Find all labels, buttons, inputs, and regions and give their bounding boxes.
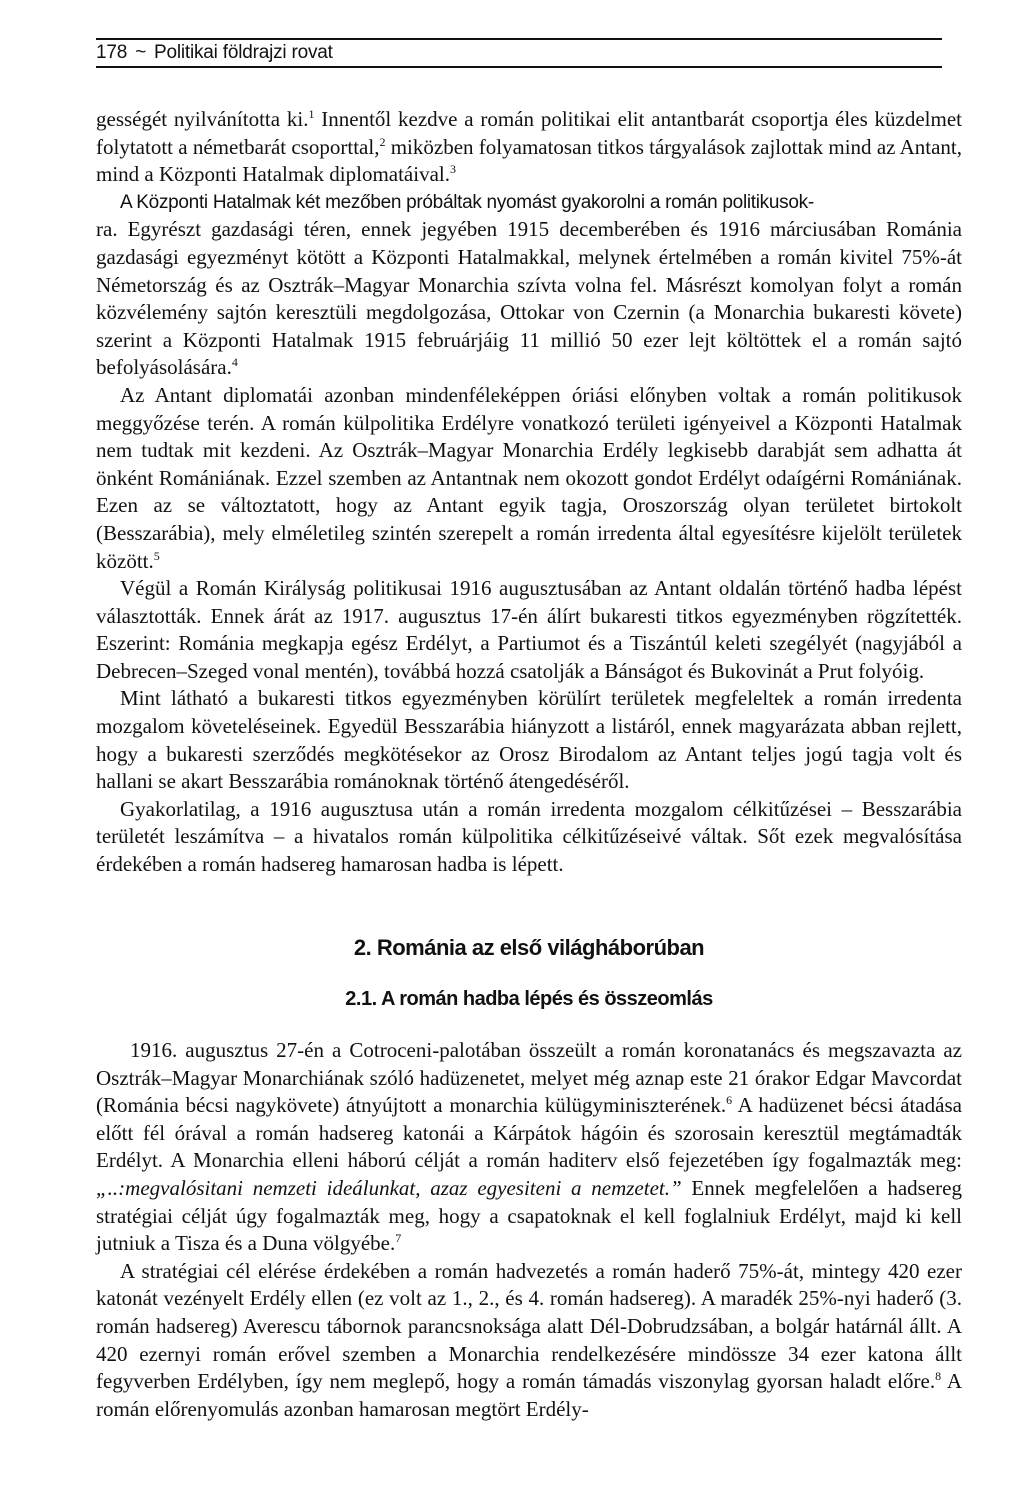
text-run: A stratégiai cél elérése érdekében a román hadvezetés a román haderő 75%-át, mintegy 420 ezer katonát vezényelt Erdély ellen (ez volt az 1., 2., és 4. román hadsereg). A maradék 25%-nyi haderő (3. román hadsereg) Averescu tábornok parancsnoksága alatt Dél-Dobrudzsában, a bolgár határnál állt. A 420 ezernyi román erővel szemben a Monarchia rendelkezésére mindössze 34 ezer katona állt fegyverben Erdélyben, így nem meglepő, hogy a román támadás viszonylag gyorsan haladt előre. bbox=[96, 1258, 962, 1394]
quotation: „..:megvalósitani nemzeti ideálunkat, azaz egyesiteni a nemzetet.” bbox=[96, 1175, 682, 1200]
text-run: Innentől kezdve a román politikai elit antantbarát csoportja éles küzdelmet folytatott a németbarát csoporttal, bbox=[96, 107, 963, 159]
footnote-ref: 7 bbox=[395, 1231, 402, 1246]
body-text-section-1 bbox=[96, 106, 962, 879]
section-heading: 2. Románia az első világháborúban bbox=[353, 935, 705, 960]
paragraph: Gyakorlatilag, a 1916 augusztusa után a román irredenta mozgalom célkitűzései – Besszarábia területét leszámítva – a hivatalos román külpolitika célkitűzéseivé váltak. Sőt ezek megvalósítása érdekében a román hadsereg hamarosan hadba is lépett. bbox=[96, 796, 962, 877]
footnote-ref: 2 bbox=[379, 134, 386, 149]
paragraph-continued bbox=[96, 216, 962, 382]
paragraph bbox=[96, 189, 962, 217]
text-run: Ennek megfelelően a hadsereg stratégiai célját úgy fogalmazták meg, hogy a csapatoknak el kell foglalniuk Erdélyt, majd ki kell jutniuk a Tisza és a Duna völgyébe. bbox=[96, 1175, 962, 1256]
text-run: A Központi Hatalmak két mezőben próbáltak nyomást gyakorolni a román politikusok- bbox=[120, 191, 814, 213]
paragraph bbox=[96, 1037, 962, 1258]
text-run: gességét nyilvánította ki. bbox=[96, 107, 309, 131]
running-header bbox=[96, 38, 942, 68]
running-title: Politikai földrajzi rovat bbox=[154, 42, 333, 63]
text-run: A hadüzenet bécsi átadása előtt fél órával a román hadsereg katonái a Kárpátok hágóin és szorosain keresztül megtámadták Erdélyt. A Monarchia elleni háború célját a román haditerv első fejezetében így fogalmazták meg: bbox=[96, 1093, 962, 1173]
text-run: A román előrenyomulás azonban hamarosan megtört Erdély- bbox=[96, 1369, 962, 1421]
paragraph bbox=[96, 106, 962, 189]
footnote-ref: 5 bbox=[153, 548, 160, 563]
footnote-ref: 8 bbox=[935, 1369, 942, 1384]
subsection-heading: 2.1. A román hadba lépés és összeomlás bbox=[345, 988, 713, 1010]
footnote-ref: 4 bbox=[231, 355, 238, 370]
text-run: ra. Egyrészt gazdasági téren, ennek jegyében 1915 decemberében és 1916 márciusában Románia gazdasági egyezményt kötött a Központi Hatalmakkal, melynek értelmében a román kivitel 75%-át Németország és az Osztrák–Magyar Monarchia szívta volna fel. Másrészt komolyan folyt a román közvélemény sajtón keresztüli megdolgozása, Ottokar von Czernin (a Monarchia bukaresti követe) szerint a Központi Hatalmak 1915 februárjáig 11 millió 50 ezer lejt költöttek el a román sajtó befolyásolására. bbox=[96, 217, 962, 380]
body-text-section-2 bbox=[96, 1037, 962, 1423]
text-run: Az Antant diplomatái azonban mindenféleképpen óriási előnyben voltak a román politikusok meggyőzése terén. A román külpolitika Erdélyre vonatkozó területi igényeivel a Központi Hatalmak nem tudtak mit kezdeni. Az Osztrák–Magyar Monarchia Erdély legkisebb darabját sem adhatta át önként Romániának. Ezzel szemben az Antantnak nem okozott gondot Erdélyt odaígérni Romániának. Ezen az se változtatott, hogy az Antant egyik tagja, Oroszország olyan területet birtokolt (Besszarábia), mely elméletileg szintén szerepelt a román irredenta által egyesítésre kijelölt területek között. bbox=[96, 382, 962, 573]
footnote-ref: 6 bbox=[726, 1093, 733, 1108]
page-number: 178 bbox=[96, 42, 128, 63]
header-separator: ~ bbox=[135, 42, 147, 63]
paragraph bbox=[96, 1258, 962, 1424]
footnote-ref: 3 bbox=[450, 162, 456, 177]
paragraph: Végül a Román Királyság politikusai 1916 augusztusában az Antant oldalán történő hadba lépést választották. Ennek árát az 1917. augusztus 17-én álírt bukaresti titkos egyezményben rögzítették. Eszerint: Románia megkapja egész Erdélyt, a Partiumot és a Tiszántúl keleti szegélyét (nagyjából a Debrecen–Szeged vonal mentén), továbbá hozzá csatolják a Bánságot és Bukovinát a Prut folyóig. bbox=[96, 576, 962, 683]
text-run: 1916. augusztus 27-én a Cotroceni-palotában összeült a román koronatanács és megszavazta az Osztrák–Magyar Monarchiának szóló hadüzenetet, melyet még aznap este 21 órakor Edgar Mavcordat (Románia bécsi nagykövete) átnyújtott a monarchia külügyminiszterének. bbox=[96, 1038, 962, 1118]
text-run: miközben folyamatosan titkos tárgyalások zajlottak mind az Antant, mind a Központi Hatalmak diplomatáival. bbox=[96, 134, 962, 187]
paragraph bbox=[96, 382, 962, 575]
paragraph: Mint látható a bukaresti titkos egyezményben körülírt területek megfeleltek a román irredenta mozgalom követeléseinek. Egyedül Besszarábia hiányzott a listáról, ennek magyarázata abban rejlett, hogy a bukaresti szerződés megkötésekor az Orosz Birodalom az Antant teljes jogú tagja volt és hallani se akart Besszarábia románoknak történő átengedéséről. bbox=[96, 686, 962, 794]
footnote-ref: 1 bbox=[308, 107, 315, 121]
